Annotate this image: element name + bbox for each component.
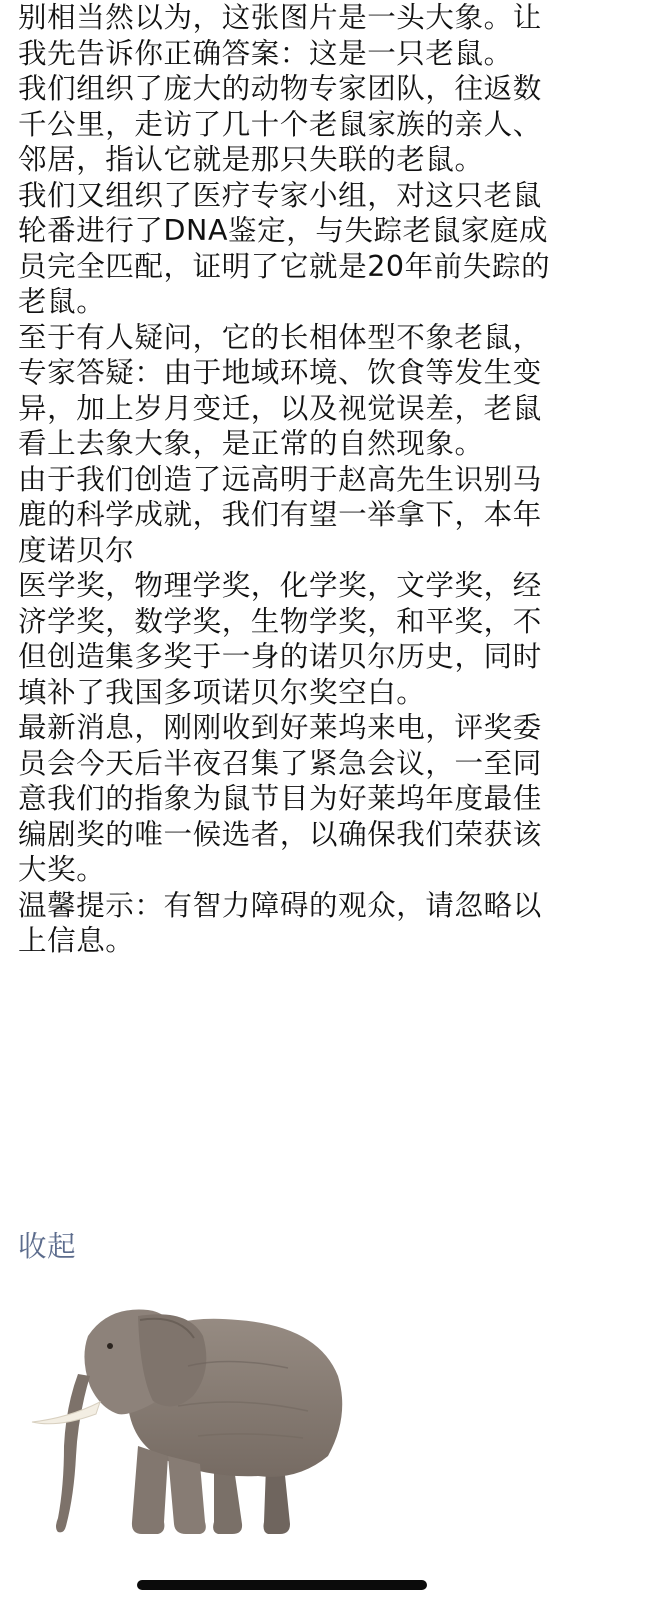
post-line: 千公里，走访了几十个老鼠家族的亲人、 (18, 107, 542, 141)
post-line: 轮番进行了DNA鉴定，与失踪老鼠家庭成 (18, 214, 549, 247)
post-line: 医学奖，物理学奖，化学奖，文学奖，经 (18, 569, 542, 602)
post-line: 看上去象大象，是正常的自然现象。 (18, 427, 484, 460)
post-line: 大奖。 (18, 853, 106, 886)
post-line: 上信息。 (18, 924, 135, 957)
post-line: 意我们的指象为鼠节目为好莱坞年度最佳 (18, 782, 542, 815)
home-indicator[interactable] (137, 1580, 427, 1590)
post-line: 由于我们创造了远高明于赵高先生识别马 (18, 462, 542, 496)
post-line: 员完全匹配，证明了它就是20年前失踪的 (18, 249, 551, 283)
post-line: 温馨提示：有智力障碍的观众，请忽略以 (18, 888, 542, 922)
post-line: 鹿的科学成就，我们有望一举拿下，本年 (18, 498, 542, 531)
collapse-link[interactable]: 收起 (18, 1230, 77, 1263)
post-line: 度诺贝尔 (18, 533, 135, 567)
post-line: 我先告诉你正确答案：这是一只老鼠。 (18, 36, 513, 70)
post-line: 编剧奖的唯一候选者，以确保我们荣获该 (18, 817, 542, 851)
elephant-photo[interactable] (28, 1296, 358, 1541)
post-line: 填补了我国多项诺贝尔奖空白。 (18, 675, 426, 709)
post-line: 济学奖，数学奖，生物学奖，和平奖，不 (18, 604, 542, 638)
post-line: 异，加上岁月变迁，以及视觉误差，老鼠 (18, 391, 542, 425)
post-line: 别相当然以为，这张图片是一头大象。让 (18, 1, 542, 34)
post-body (18, 0, 654, 959)
post-line: 邻居，指认它就是那只失联的老鼠。 (18, 143, 484, 176)
post-line: 老鼠。 (18, 285, 106, 318)
elephant-icon (28, 1296, 358, 1541)
post-line: 专家答疑：由于地域环境、饮食等发生变 (18, 356, 542, 389)
post-line: 我们组织了庞大的动物专家团队，往返数 (18, 72, 542, 105)
post-line: 但创造集多奖于一身的诺贝尔历史，同时 (18, 640, 542, 673)
post-line: 员会今天后半夜召集了紧急会议，一至同 (18, 746, 542, 780)
post-line: 至于有人疑问，它的长相体型不象老鼠， (18, 320, 542, 354)
post-text (18, 0, 654, 959)
post-line: 最新消息，刚刚收到好莱坞来电，评奖委 (18, 711, 542, 744)
post-line: 我们又组织了医疗专家小组，对这只老鼠 (18, 178, 542, 212)
